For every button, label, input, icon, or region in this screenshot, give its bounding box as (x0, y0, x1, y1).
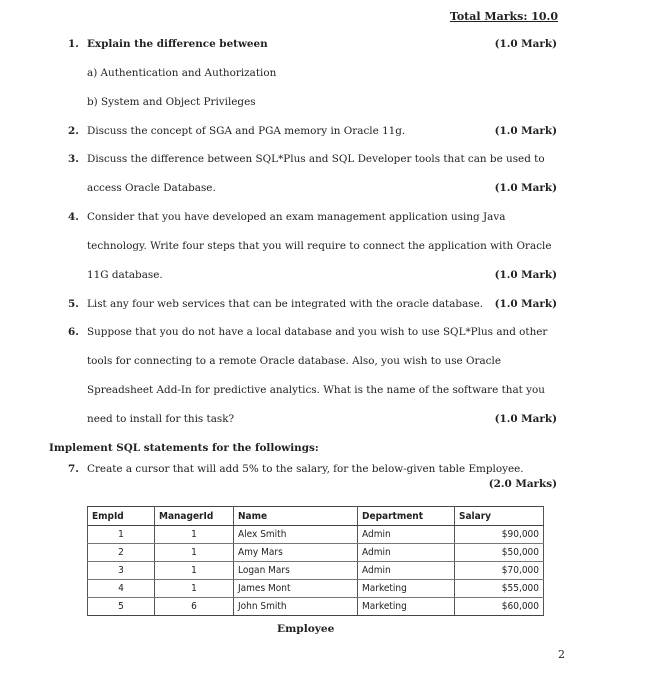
question-2-number: 2. (68, 125, 79, 137)
cell-managerid: 6 (155, 598, 234, 616)
question-1-marks: (1.0 Mark) (494, 38, 557, 50)
cell-managerid: 1 (155, 580, 234, 598)
cell-department: Marketing (358, 580, 455, 598)
table-row (88, 526, 544, 544)
question-6-line-1: Suppose that you do not have a local database and you wish to use SQL*Plus and other (87, 326, 548, 338)
question-7-text: Create a cursor that will add 5% to the salary, for the below-given table Employee. (87, 463, 524, 475)
cell-name: James Mont (234, 580, 358, 598)
cell-department: Admin (358, 544, 455, 562)
table-row (88, 562, 544, 580)
cell-empid: 3 (88, 562, 155, 580)
cell-name: Alex Smith (234, 526, 358, 544)
cell-salary: $55,000 (455, 580, 544, 598)
question-5-text: List any four web services that can be integrated with the oracle database. (87, 298, 484, 310)
question-3-line-1: Discuss the difference between SQL*Plus and SQL Developer tools that can be used to (87, 153, 545, 165)
question-7-marks: (2.0 Marks) (488, 478, 557, 490)
cell-empid: 4 (88, 580, 155, 598)
cell-managerid: 1 (155, 544, 234, 562)
table-caption: Employee (277, 623, 335, 635)
column-header-salary: Salary (455, 507, 544, 526)
cell-empid: 1 (88, 526, 155, 544)
question-4-line-3: 11G database. (87, 269, 163, 281)
question-1-number: 1. (68, 38, 79, 50)
question-3-number: 3. (68, 153, 79, 165)
question-1-sub-b: b) System and Object Privileges (87, 96, 256, 108)
question-4-line-2: technology. Write four steps that you will require to connect the application with Oracle (87, 240, 552, 252)
cell-salary: $50,000 (455, 544, 544, 562)
question-6-number: 6. (68, 326, 79, 338)
cell-department: Marketing (358, 598, 455, 616)
question-1-text: Explain the difference between (87, 38, 268, 50)
table-row (88, 580, 544, 598)
question-1-sub-a: a) Authentication and Authorization (87, 67, 277, 79)
question-4-number: 4. (68, 211, 79, 223)
question-5-number: 5. (68, 298, 79, 310)
column-header-name: Name (234, 507, 358, 526)
column-header-managerid: ManagerId (155, 507, 234, 526)
employee-table (87, 506, 544, 616)
cell-managerid: 1 (155, 562, 234, 580)
cell-name: Amy Mars (234, 544, 358, 562)
question-6-line-3: Spreadsheet Add-In for predictive analytics. What is the name of the software that you (87, 384, 545, 396)
question-2-marks: (1.0 Mark) (494, 125, 557, 137)
section-heading: Implement SQL statements for the followings: (49, 442, 319, 454)
question-4-marks: (1.0 Mark) (494, 269, 557, 281)
cell-name: Logan Mars (234, 562, 358, 580)
page-number: 2 (558, 648, 565, 661)
cell-managerid: 1 (155, 526, 234, 544)
question-6-marks: (1.0 Mark) (494, 413, 557, 425)
table-row (88, 598, 544, 616)
total-marks: Total Marks: 10.0 (449, 10, 558, 23)
question-3-line-2: access Oracle Database. (87, 182, 216, 194)
question-6-line-4: need to install for this task? (87, 413, 235, 425)
question-6-line-2: tools for connecting to a remote Oracle database. Also, you wish to use Oracle (87, 355, 501, 367)
question-5-marks: (1.0 Mark) (494, 298, 557, 310)
question-3-marks: (1.0 Mark) (494, 182, 557, 194)
cell-department: Admin (358, 562, 455, 580)
column-header-empid: EmpId (88, 507, 155, 526)
question-2-text: Discuss the concept of SGA and PGA memory in Oracle 11g. (87, 125, 406, 137)
cell-salary: $60,000 (455, 598, 544, 616)
cell-name: John Smith (234, 598, 358, 616)
cell-empid: 5 (88, 598, 155, 616)
cell-department: Admin (358, 526, 455, 544)
cell-salary: $70,000 (455, 562, 544, 580)
question-4-line-1: Consider that you have developed an exam management application using Java (87, 211, 506, 223)
cell-empid: 2 (88, 544, 155, 562)
cell-salary: $90,000 (455, 526, 544, 544)
question-7-number: 7. (68, 463, 79, 475)
table-row (88, 544, 544, 562)
table-header-row (88, 507, 544, 526)
column-header-department: Department (358, 507, 455, 526)
